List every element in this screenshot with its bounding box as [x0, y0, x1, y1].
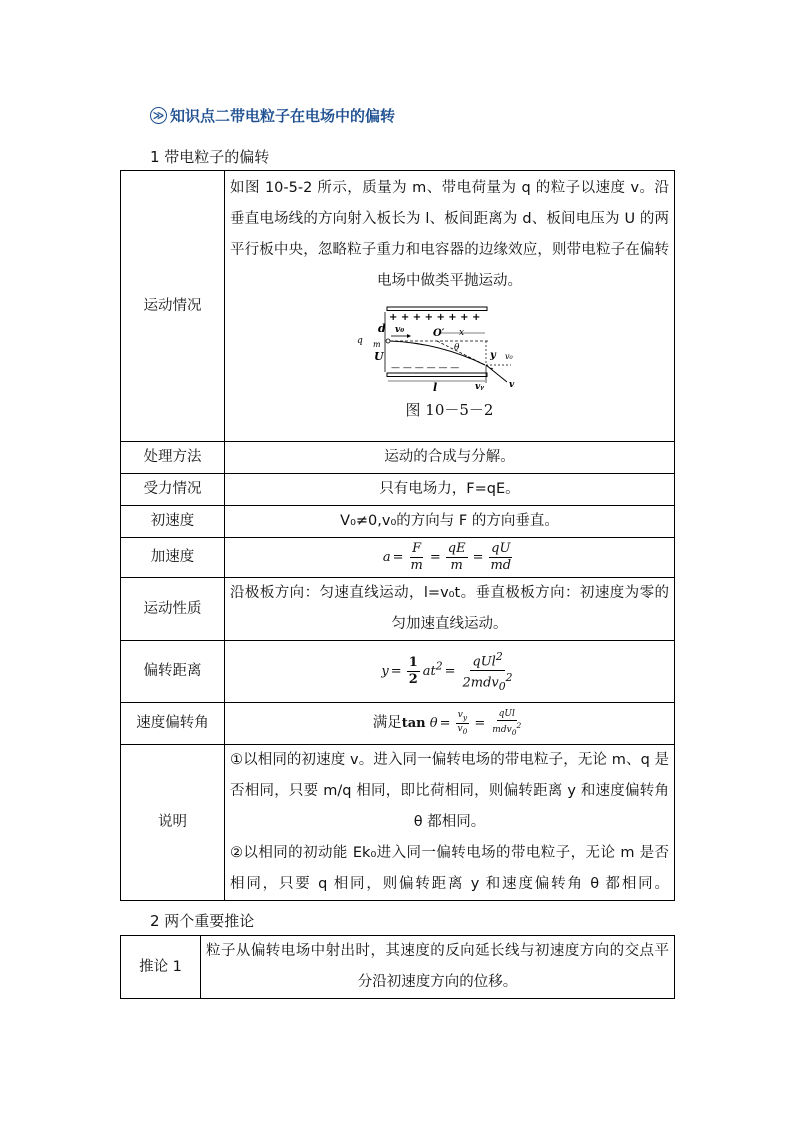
- formula: tan θ = $\frac{v_y}{v_0}$ = $\frac{\text{qUl}}{mdv_0^2}$: [401, 708, 522, 738]
- inference-text: 粒子从偏转电场中射出时，其速度的反向延长线与初速度方向的交点平分沿初速度方向的位移。: [201, 936, 675, 999]
- label-theta: θ: [453, 343, 459, 353]
- label-x: x: [458, 328, 464, 338]
- formula: y = $\frac{1}{2}$ $at^2$ = $\frac{qUl^2}{2mdv_0^2}$: [381, 649, 513, 693]
- row-content: 沿极板方向：匀速直线运动，l=v₀t。垂直极板方向：初速度为零的匀加速直线运动。: [225, 578, 675, 641]
- note-paragraph: ②以相同的初动能 Ek₀进入同一偏转电场的带电粒子，无论 m 是否相同，只要 q 相同，则偏转距离 y 和速度偏转角 θ 都相同。: [230, 845, 669, 892]
- label-v0-out: v₀: [504, 352, 513, 361]
- plus-charges: + + + + + + + +: [388, 312, 480, 323]
- row-label: 说明: [121, 745, 225, 901]
- table-row: [121, 641, 675, 703]
- trajectory: [390, 341, 485, 365]
- row-label: 速度偏转角: [121, 703, 225, 745]
- row-content: 运动的合成与分解。: [225, 442, 675, 474]
- label-y: y: [489, 350, 496, 361]
- particle: [386, 339, 390, 343]
- v-vector: [486, 365, 507, 382]
- table-row: [121, 745, 675, 901]
- table-row: [121, 578, 675, 641]
- acceleration-formula: [225, 538, 675, 578]
- label-q: q: [356, 336, 363, 346]
- table-row: [121, 506, 675, 538]
- deflection-figure: [355, 303, 545, 395]
- subsection-2-heading: 2 两个重要推论: [150, 912, 255, 930]
- row-content: V₀≠0,v₀的方向与 F 的方向垂直。: [225, 506, 675, 538]
- label-l: l: [432, 381, 437, 394]
- motion-description: 如图 10-5-2 所示，质量为 m、带电荷量为 q 的粒子以速度 v。沿垂直电场线的方向射入板长为 l、板间距离为 d、板间电压为 U 的两平行板中央，忽略粒子重力和电容器的边缘效应，则带电粒子在偏转电场中做类平抛运动。: [230, 180, 669, 289]
- row-content: [225, 745, 675, 901]
- label-vy: vᵧ: [474, 382, 484, 392]
- minus-charges: — — — — — —: [390, 363, 459, 373]
- row-label: 初速度: [121, 506, 225, 538]
- table-row: [121, 474, 675, 506]
- deflection-formula: [225, 641, 675, 703]
- row-label: 偏转距离: [121, 641, 225, 703]
- deflection-table: [120, 170, 675, 901]
- bottom-plate: [387, 373, 487, 377]
- row-label: 受力情况: [121, 474, 225, 506]
- inference-label: 推论 1: [121, 936, 201, 999]
- table-row: [121, 442, 675, 474]
- inference-table: [120, 935, 675, 999]
- formula: a = $\frac{F}{m}$ = $\frac{qE}{m}$ = $\frac{qU}{md}$: [382, 541, 512, 573]
- v0-arrowhead: [407, 334, 411, 338]
- section-title-text: 知识点二带电粒子在电场中的偏转: [170, 107, 396, 125]
- circled-arrow-icon: ≫: [150, 107, 167, 124]
- angle-formula: [225, 703, 675, 745]
- label-d: d: [377, 322, 386, 335]
- label-O-prime: O′: [432, 328, 444, 339]
- row-label: 加速度: [121, 538, 225, 578]
- row-label: 运动情况: [121, 171, 225, 442]
- row-content: [225, 171, 675, 442]
- table-row: [121, 703, 675, 745]
- angle-prefix: 满足: [372, 715, 402, 731]
- label-v: v: [508, 380, 514, 390]
- row-content: 只有电场力，F=qE。: [225, 474, 675, 506]
- label-U: U: [373, 350, 384, 363]
- figure-caption: 图 10－5－2: [405, 401, 494, 419]
- row-label: 运动性质: [121, 578, 225, 641]
- note-paragraph: ①以相同的初速度 v。进入同一偏转电场的带电粒子，无论 m、q 是否相同，只要 m/q 相同，即比荷相同，则偏转距离 y 和速度偏转角 θ 都相同。: [230, 752, 669, 830]
- subsection-1-heading: 1 带电粒子的偏转: [150, 148, 270, 166]
- top-plate: [387, 307, 487, 311]
- label-v0: v₀: [394, 325, 404, 335]
- label-m: m: [372, 340, 381, 349]
- table-row: [121, 936, 675, 999]
- table-row: [121, 538, 675, 578]
- section-title: [150, 105, 395, 126]
- table-row: [121, 171, 675, 442]
- row-label: 处理方法: [121, 442, 225, 474]
